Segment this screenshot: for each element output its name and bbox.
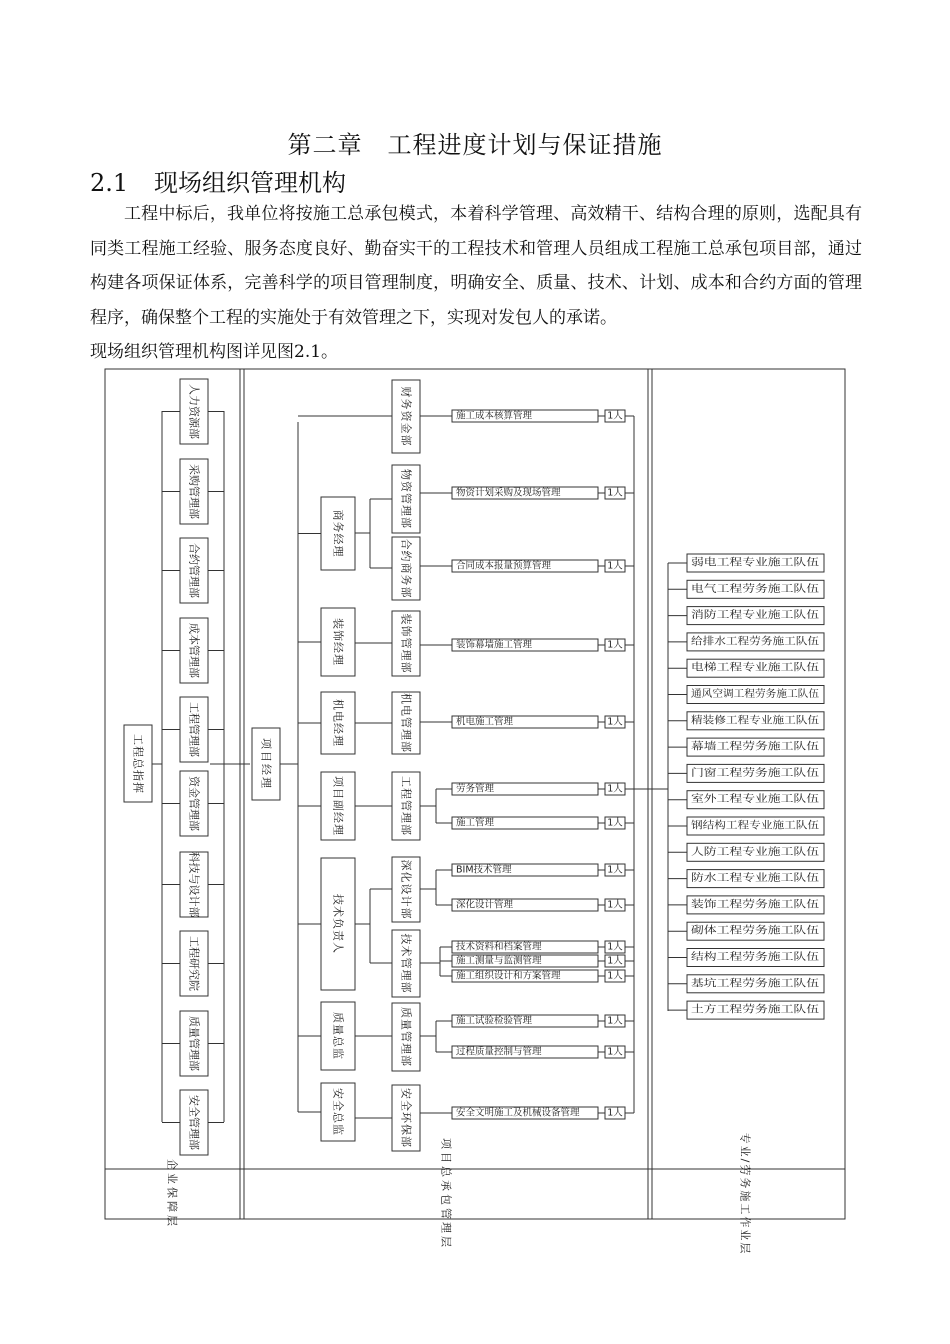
project-manager-label: 项目经理 [259,738,273,790]
function-label: 深化设计管理 [456,899,514,911]
function-label: 过程质量控制与管理 [456,1046,542,1058]
department-label: 物资管理部 [399,469,413,529]
function-label: 技术资料和档案管理 [456,941,542,953]
team-label: 消防工程专业施工队伍 [691,610,791,622]
left-department-label: 人力资源部 [187,384,201,439]
team-label: 给排水工程劳务施工队伍 [691,636,801,648]
person-label: 1人 [607,1015,623,1027]
function-label: 装饰幕墙施工管理 [456,639,533,651]
team-label: 弱电工程专业施工队伍 [691,557,791,569]
manager-label: 机电经理 [331,699,345,747]
function-label: 安全文明施工及机械设备管理 [456,1107,580,1119]
left-department-label: 合约管理部 [187,543,201,598]
department-label: 深化设计部 [399,859,413,920]
person-label: 1人 [607,955,623,967]
person-label: 1人 [607,941,623,953]
function-label: 施工测量与监测管理 [456,955,542,967]
person-label: 1人 [607,1046,623,1058]
team-label: 装饰工程劳务施工队伍 [691,899,791,911]
left-department-label: 质量管理部 [187,1016,201,1071]
department-label: 财务资金部 [399,386,413,447]
person-label: 1人 [607,560,623,572]
person-label: 1人 [607,864,623,876]
left-department-label: 工程管理部 [187,702,201,757]
root-label: 工程总指挥 [131,734,145,794]
function-label: 机电施工管理 [456,716,514,728]
section-title: 现场组织管理机构 [154,169,346,197]
department-label: 合约商务部 [399,538,413,599]
function-label: BIM技术管理 [456,864,512,876]
layer-label-labour: 专业/劳务施工作业层 [738,1132,752,1256]
department-label: 机电管理部 [399,693,413,753]
left-department-label: 安全管理部 [187,1095,201,1150]
team-label: 结构工程劳务施工队伍 [691,952,791,963]
section-number: 2.1 [90,169,129,197]
function-label: 劳务管理 [456,783,495,795]
manager-label: 项目副经理 [331,776,345,836]
layer-label-project: 项目总承包管理层 [439,1138,453,1250]
layer-label-enterprise: 企业保障层 [165,1159,179,1229]
person-label: 1人 [607,817,623,829]
team-label: 基坑工程劳务施工队伍 [691,978,791,990]
function-label: 物资计划采购及现场管理 [456,487,561,499]
person-label: 1人 [607,1107,623,1119]
function-label: 合同成本报量预算管理 [456,560,552,572]
team-label: 幕墙工程劳务施工队伍 [691,741,791,753]
department-label: 装饰管理部 [399,613,413,674]
person-label: 1人 [607,783,623,795]
function-label: 施工组织设计和方案管理 [456,970,561,982]
person-label: 1人 [607,716,623,728]
department-label: 技术管理部 [399,933,413,994]
team-label: 精装修工程专业施工队伍 [691,715,801,727]
person-label: 1人 [607,487,623,499]
team-label: 人防工程专业施工队伍 [691,846,791,858]
person-label: 1人 [607,639,623,651]
manager-label: 商务经理 [331,509,345,558]
manager-label: 安全总监 [331,1088,345,1136]
team-label: 门窗工程劳务施工队伍 [691,767,791,779]
person-label: 1人 [607,970,623,982]
team-label: 砌体工程劳务施工队伍 [691,925,791,937]
team-label: 电气工程劳务施工队伍 [691,583,791,595]
person-label: 1人 [607,410,623,422]
department-label: 质量管理部 [399,1007,413,1067]
manager-label: 质量总监 [331,1012,345,1060]
department-label: 工程管理部 [399,776,413,836]
left-department-label: 科技与设计部 [187,851,201,918]
chapter-title: 第二章 工程进度计划与保证措施 [287,131,663,159]
left-department-label: 工程研究院 [187,936,201,991]
left-department-label: 成本管理部 [187,623,201,678]
function-label: 施工成本核算管理 [456,410,533,422]
team-label: 通风空调工程劳务施工队伍 [691,689,811,700]
team-label: 土方工程劳务施工队伍 [691,1004,791,1016]
manager-label: 技术负责人 [331,894,345,954]
paragraph-text: 工程中标后，我单位将按施工总承包模式，本着科学管理、高效精干、结构合理的原则，选配具有同类工程施工经验、服务态度良好、勤奋实干的工程技术和管理人员组成工程施工总承包项目部，通过构建各项保证体系，完善科学的项目管理制度，明确安全、质量、技术、计划、成本和合约方面的管理程序，确保整个工程的实施处于有效管理之下，实现对发包人的承诺。 [90,204,862,328]
manager-label: 装饰经理 [331,618,345,666]
team-label: 钢结构工程专业施工队伍 [691,820,801,832]
person-label: 1人 [607,899,623,911]
function-label: 施工试验检验管理 [456,1015,533,1027]
function-label: 施工管理 [456,817,495,829]
team-label: 防水工程专业施工队伍 [691,873,791,885]
team-label: 室外工程专业施工队伍 [691,794,791,806]
department-label: 安全环保部 [399,1088,413,1148]
paragraph-tail: 现场组织管理机构图详见图2.1。 [90,342,339,362]
left-department-label: 资金管理部 [187,776,201,831]
team-label: 电梯工程专业施工队伍 [691,662,791,674]
left-department-label: 采购管理部 [187,464,201,519]
